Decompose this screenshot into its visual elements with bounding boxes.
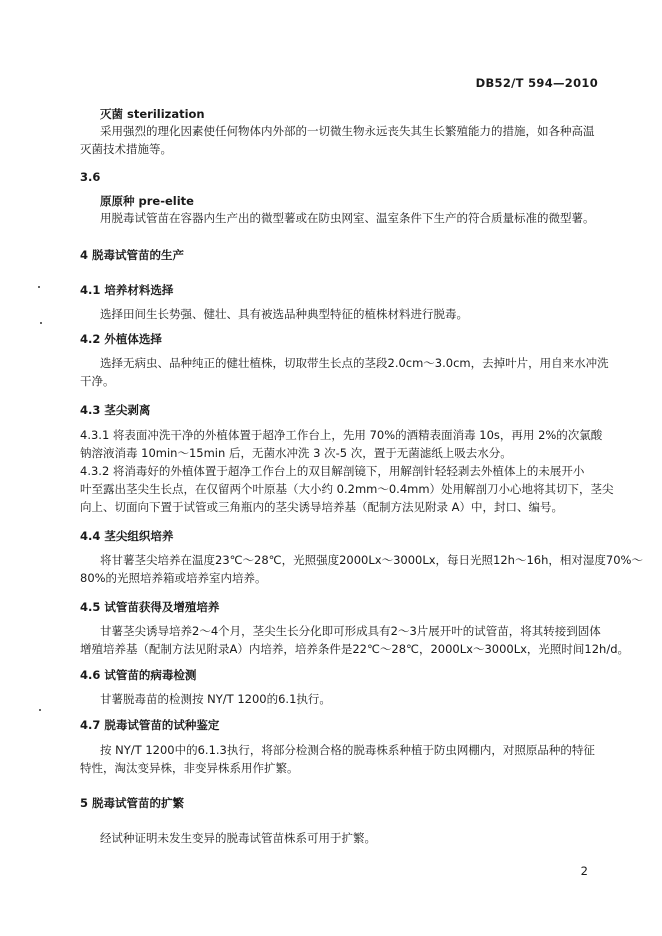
heading-4: 4 脱毒试管苗的生产 bbox=[80, 248, 185, 262]
heading-5: 5 脱毒试管苗的扩繁 bbox=[80, 796, 185, 810]
heading-4-6: 4.6 试管苗的病毒检测 bbox=[80, 668, 197, 682]
text-4-1: 选择田间生长势强、健壮、具有被选品种典型特征的植株材料进行脱毒。 bbox=[100, 307, 468, 321]
text-4-3-1-line2: 钠溶液消毒 10min～15min 后，无菌水冲洗 3 次-5 次，置于无菌滤纸上吸去水分。 bbox=[80, 446, 512, 460]
text-4-3-1-line1: 4.3.1 将表面冲洗干净的外植体置于超净工作台上，先用 70%的酒精表面消毒 10s，再用 2%的次氯酸 bbox=[80, 428, 603, 442]
text-4-3-2-line2: 叶至露出茎尖生长点，在仅留两个叶原基（大小约 0.2mm～0.4mm）处用解剖刀小心地将其切下，茎尖 bbox=[80, 482, 614, 496]
def-sterilization-line2: 灭菌技术措施等。 bbox=[80, 142, 172, 156]
text-4-7-line1: 按 NY/T 1200中的6.1.3执行，将部分检测合格的脱毒株系种植于防虫网棚内，对照原品种的特征 bbox=[100, 743, 595, 757]
scan-dot bbox=[39, 709, 41, 711]
heading-4-4: 4.4 茎尖组织培养 bbox=[80, 529, 174, 543]
def-pre-elite: 用脱毒试管苗在容器内生产出的微型薯或在防虫网室、温室条件下生产的符合质量标准的微型薯。 bbox=[100, 211, 595, 225]
text-4-2-line2: 干净。 bbox=[80, 374, 115, 388]
page-number: 2 bbox=[580, 864, 588, 878]
heading-4-2: 4.2 外植体选择 bbox=[80, 332, 162, 346]
text-4-6: 甘薯脱毒苗的检测按 NY/T 1200的6.1执行。 bbox=[100, 692, 331, 706]
text-4-2-line1: 选择无病虫、品种纯正的健壮植株，切取带生长点的茎段2.0cm～3.0cm，去掉叶片，用自来水冲洗 bbox=[100, 356, 609, 370]
def-sterilization-line1: 采用强烈的理化因素使任何物体内外部的一切微生物永远丧失其生长繁殖能力的措施，如各种高温 bbox=[100, 124, 595, 138]
text-4-4-line2: 80%的光照培养箱或培养室内培养。 bbox=[80, 571, 267, 585]
heading-4-3: 4.3 茎尖剥离 bbox=[80, 403, 151, 417]
scan-dot bbox=[40, 322, 42, 324]
clause-number-3-6: 3.6 bbox=[80, 170, 101, 184]
term-pre-elite: 原原种 pre-elite bbox=[100, 194, 194, 208]
text-4-5-line1: 甘薯茎尖诱导培养2～4个月，茎尖生长分化即可形成具有2～3片展开叶的试管苗，将其转接到固体 bbox=[100, 624, 601, 638]
text-4-3-2-line1: 4.3.2 将消毒好的外植体置于超净工作台上的双目解剖镜下，用解剖针轻轻剥去外植体上的未展开小 bbox=[80, 464, 585, 478]
text-4-7-line2: 特性，淘汰变异株，非变异株系用作扩繁。 bbox=[80, 761, 299, 775]
standard-number: DB52/T 594—2010 bbox=[475, 76, 598, 90]
text-4-3-2-line3: 向上、切面向下置于试管或三角瓶内的茎尖诱导培养基（配制方法见附录 A）中，封口、编号。 bbox=[80, 500, 564, 514]
text-4-5-line2: 增殖培养基（配制方法见附录A）内培养，培养条件是22℃～28℃，2000Lx～3000Lx，光照时间12h/d。 bbox=[80, 642, 630, 656]
scan-dot bbox=[38, 286, 40, 288]
text-5: 经试种证明未发生变异的脱毒试管苗株系可用于扩繁。 bbox=[100, 831, 376, 845]
term-sterilization: 灭菌 sterilization bbox=[100, 107, 205, 121]
heading-4-1: 4.1 培养材料选择 bbox=[80, 283, 174, 297]
heading-4-5: 4.5 试管苗获得及增殖培养 bbox=[80, 600, 220, 614]
text-4-4-line1: 将甘薯茎尖培养在温度23℃～28℃，光照强度2000Lx～3000Lx，每日光照12h～16h，相对湿度70%～ bbox=[100, 553, 643, 567]
heading-4-7: 4.7 脱毒试管苗的试种鉴定 bbox=[80, 718, 220, 732]
